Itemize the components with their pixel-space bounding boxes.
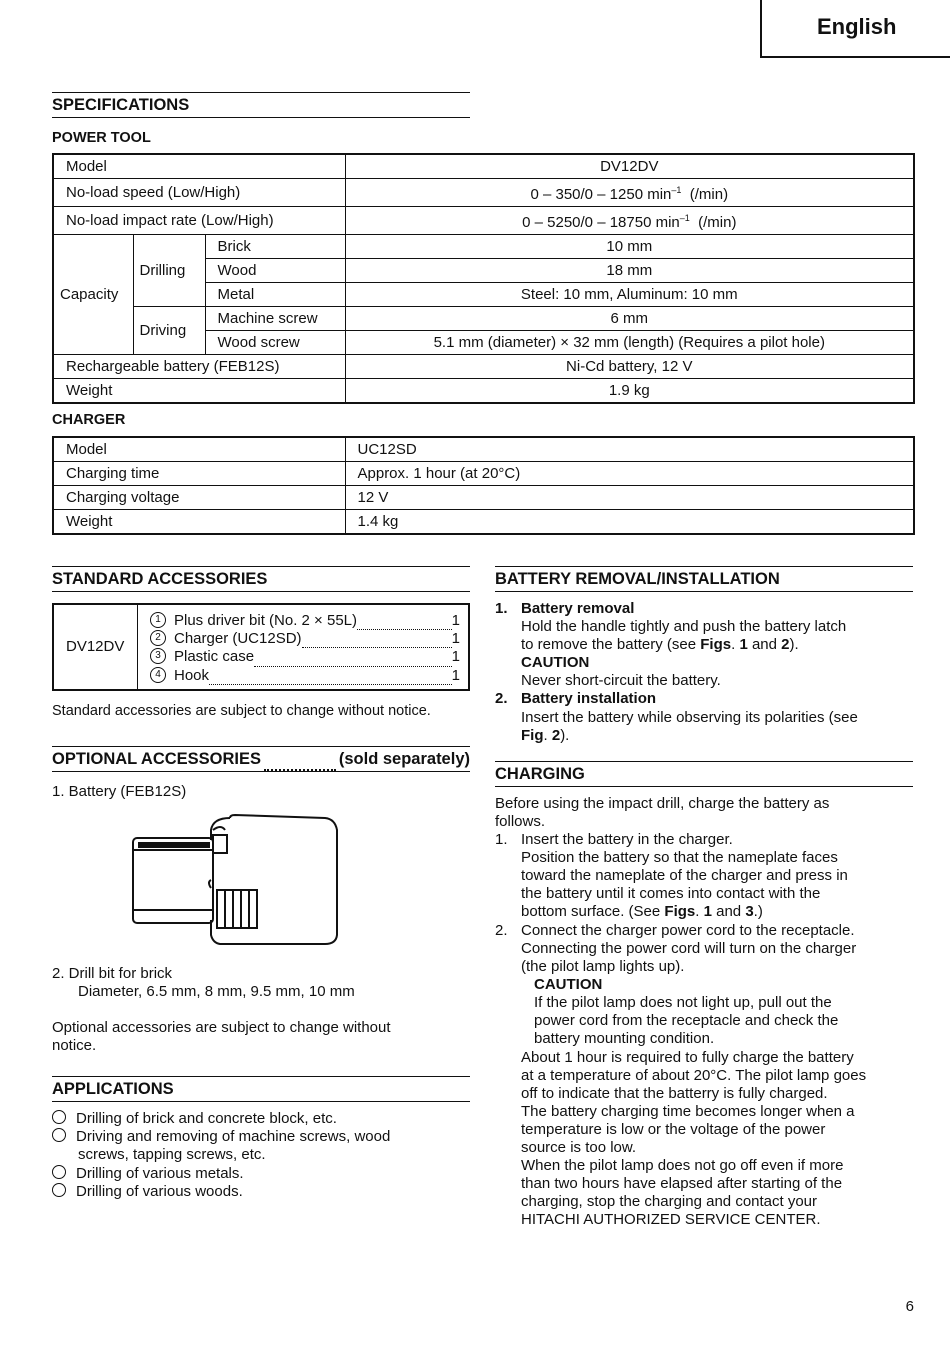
spec-value: 0 – 350/0 – 1250 $\min^{-1} (/\min)$ [345,179,914,207]
paragraph-line: Connecting the power cord will turn on the charger [521,940,857,957]
spec-label: Wood [205,259,345,283]
applications-heading: APPLICATIONS [52,1076,470,1102]
spec-value: UC12SD [345,437,914,462]
spec-value: Approx. 1 hour (at 20°C) [345,462,914,486]
table-row [53,207,914,235]
paragraph-line: The battery charging time becomes longer when a [521,1103,855,1120]
paragraph-line: (the pilot lamp lights up). [521,958,685,975]
paragraph-line: Before using the impact drill, charge the battery as [495,795,830,812]
paragraph-line: Position the battery so that the nameplate faces [521,849,838,866]
caution-text: Never short-circuit the battery. [521,672,721,689]
charging-heading: CHARGING [495,761,913,787]
list-item: 3 Plastic case 1 [150,648,460,666]
spec-label: Model [53,154,345,179]
language-tab [760,0,950,58]
battery-removal-heading: BATTERY REMOVAL/INSTALLATION [495,566,913,592]
table-row [53,179,914,207]
paragraph-line: temperature is low or the voltage of the power [521,1121,826,1138]
list-item: Drilling of various metals. [52,1165,244,1183]
table-row [53,462,914,486]
spec-value: Ni-Cd battery, 12 V [345,355,914,379]
spec-label: Charging time [53,462,345,486]
paragraph-line: About 1 hour is required to fully charge the battery [521,1049,854,1066]
paragraph-line: HITACHI AUTHORIZED SERVICE CENTER. [521,1211,821,1228]
optional-item-2-detail: Diameter, 6.5 mm, 8 mm, 9.5 mm, 10 mm [78,983,355,1000]
optional-note-line2: notice. [52,1037,97,1054]
language-label: English [817,14,897,39]
list-item-continuation: screws, tapping screws, etc. [78,1146,266,1163]
paragraph-line: Fig. 2). [521,727,570,744]
table-row [53,154,914,179]
paragraph-line: off to indicate that the batterry is fully charged. [521,1085,828,1102]
spec-value: 12 V [345,486,914,510]
bullet-circle-icon [52,1183,66,1197]
paragraph-line: Hold the handle tightly and push the battery latch [521,618,847,635]
caution-text: power cord from the receptacle and check the [534,1012,839,1029]
table-row [53,379,914,404]
spec-value: 1.9 kg [345,379,914,404]
paragraph-line: Insert the battery while observing its polarities (see [521,709,858,726]
standard-accessories-note: Standard accessories are subject to change without notice. [52,703,431,719]
spec-value: 1.4 kg [345,510,914,535]
spec-label: Model [53,437,345,462]
paragraph-line: source is too low. [521,1139,637,1156]
paragraph-line: Insert the battery in the charger. [521,831,733,848]
charger-heading: CHARGER [52,412,126,428]
bullet-circle-icon [52,1128,66,1142]
table-row [53,307,914,331]
paragraph-line: the battery until it comes into contact with the [521,885,821,902]
list-item: 2 Charger (UC12SD) 1 [150,630,460,648]
spec-value: 18 mm [345,259,914,283]
table-row [53,235,914,259]
paragraph-line: bottom surface. (See Figs. 1 and 3.) [521,903,763,920]
table-row [53,510,914,535]
optional-item-2: 2. Drill bit for brick [52,965,173,982]
spec-label: Metal [205,283,345,307]
caution-label: CAUTION [534,976,603,993]
list-item: 1 Plus driver bit (No. 2 × 55L) 1 [150,612,460,630]
spec-value: DV12DV [345,154,914,179]
paragraph-line: toward the nameplate of the charger and press in [521,867,848,884]
driving-label: Driving [133,307,205,355]
page-number: 6 [905,1298,914,1315]
step-number: 2. [495,922,508,939]
list-item: Driving and removing of machine screws, wood [52,1128,390,1146]
specifications-heading: SPECIFICATIONS [52,92,470,118]
list-item: Drilling of brick and concrete block, etc. [52,1110,337,1128]
spec-value: 6 mm [345,307,914,331]
caution-text: If the pilot lamp does not light up, pull out the [534,994,832,1011]
spec-label: Charging voltage [53,486,345,510]
optional-item-1: 1. Battery (FEB12S) [52,783,187,800]
spec-label: No-load impact rate (Low/High) [53,207,345,235]
power-tool-heading: POWER TOOL [52,130,151,146]
table-row [53,486,914,510]
standard-accessories-heading: STANDARD ACCESSORIES [52,566,470,592]
spec-label: Brick [205,235,345,259]
optional-note-line1: Optional accessories are subject to change without [52,1019,391,1036]
spec-value: 5.1 mm (diameter) × 32 mm (length) (Requires a pilot hole) [345,331,914,355]
list-item: Drilling of various woods. [52,1183,243,1201]
caution-label: CAUTION [521,654,590,671]
drilling-label: Drilling [133,235,205,307]
caution-text: battery mounting condition. [534,1030,715,1047]
spec-value: 10 mm [345,235,914,259]
paragraph-line: Connect the charger power cord to the receptacle. [521,922,855,939]
standard-accessories-box [52,603,470,691]
spec-label: Weight [53,379,345,404]
battery-illustration [125,810,345,950]
paragraph-line: follows. [495,813,546,830]
power-tool-spec-table [52,153,915,404]
bullet-circle-icon [52,1165,66,1179]
battery-installation-subheading: Battery installation [521,690,657,707]
table-row [53,355,914,379]
list-item: 4 Hook 1 [150,667,460,685]
step-number: 1. [495,831,508,848]
paragraph-line: at a temperature of about 20°C. The pilot lamp goes [521,1067,867,1084]
spec-value: 0 – 5250/0 – 18750 $\min^{-1} (/\min)$ [345,207,914,235]
paragraph-line: When the pilot lamp does not go off even if more [521,1157,844,1174]
spec-label: No-load speed (Low/High) [53,179,345,207]
capacity-label: Capacity [53,235,133,355]
bullet-circle-icon [52,1110,66,1124]
accessory-list [150,612,460,685]
spec-label: Rechargeable battery (FEB12S) [53,355,345,379]
optional-accessories-heading: OPTIONAL ACCESSORIES (sold separately) [52,746,470,772]
paragraph-line: to remove the battery (see Figs. 1 and 2). [521,636,799,653]
charger-spec-table [52,436,915,535]
spec-value: Steel: 10 mm, Aluminum: 10 mm [345,283,914,307]
paragraph-line: than two hours have elapsed after starting of the [521,1175,843,1192]
spec-label: Weight [53,510,345,535]
step-number: 2. [495,690,508,707]
table-row [53,437,914,462]
spec-label: Wood screw [205,331,345,355]
accessory-model: DV12DV [66,638,125,655]
spec-label: Machine screw [205,307,345,331]
battery-removal-subheading: Battery removal [521,600,635,617]
paragraph-line: charging, stop the charging and contact your [521,1193,818,1210]
step-number: 1. [495,600,508,617]
